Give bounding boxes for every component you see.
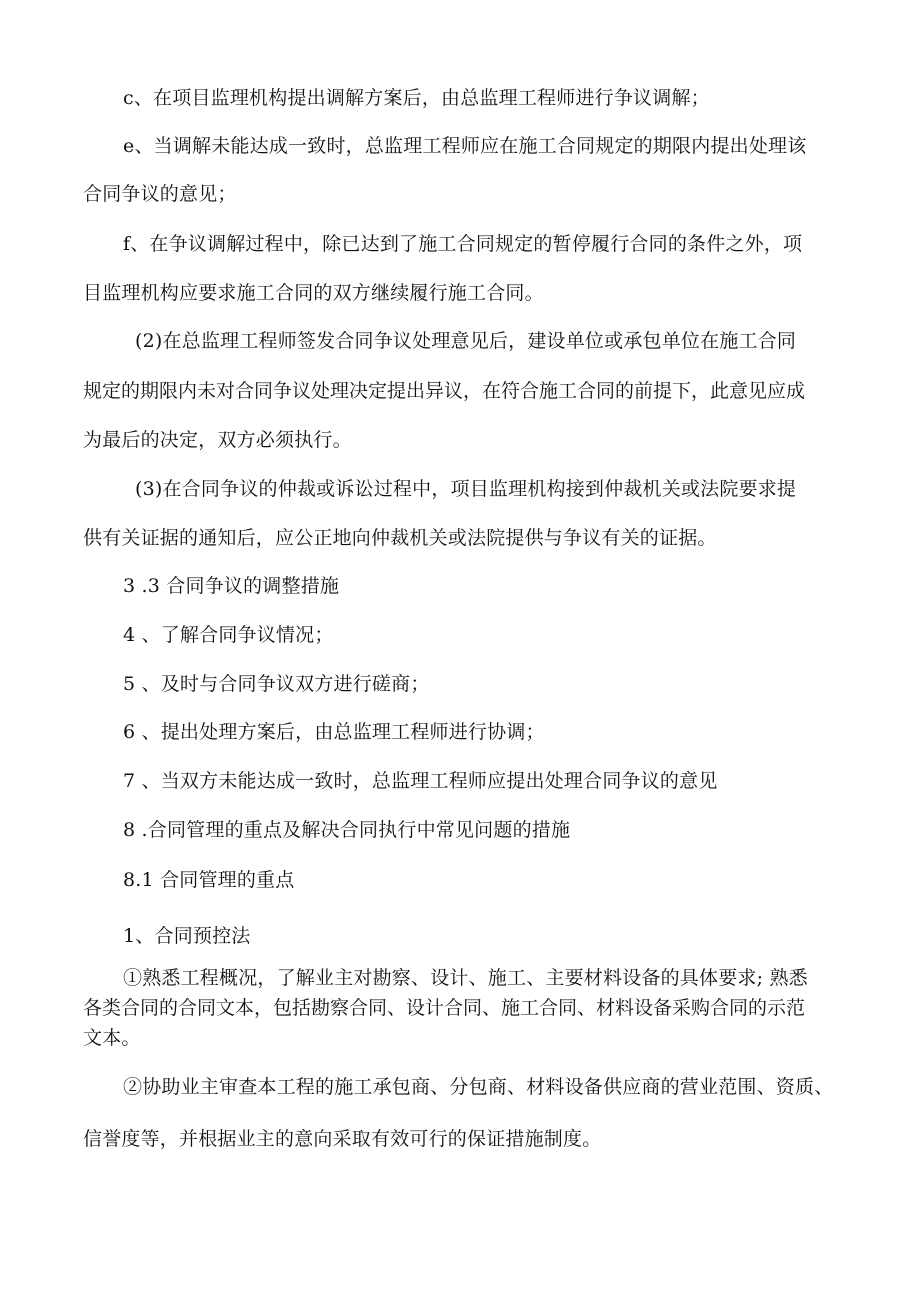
paragraph-2-line-3: 为最后的决定，双方必须执行。: [83, 429, 352, 451]
paragraph-circled-2-line-2: 信誉度等，并根据业主的意向采取有效可行的保证措施制度。: [83, 1128, 602, 1150]
list-item-5: 5 、及时与合同争议双方进行磋商；: [123, 673, 430, 695]
paragraph-c: c、在项目监理机构提出调解方案后，由总监理工程师进行争议调解；: [123, 87, 710, 109]
list-item-7: 7 、当双方未能达成一致时，总监理工程师应提出处理合同争议的意见: [123, 770, 718, 792]
section-heading-8-1: 8.1 合同管理的重点: [123, 869, 295, 891]
paragraph-2-line-2: 规定的期限内未对合同争议处理决定提出异议，在符合施工合同的前提下，此意见应成: [83, 380, 806, 402]
list-item-6: 6 、提出处理方案后，由总监理工程师进行协调；: [123, 721, 545, 743]
subheading-contract-precontrol: 1、合同预控法: [123, 925, 251, 947]
paragraph-e-line-1: e、当调解未能达成一致时，总监理工程师应在施工合同规定的期限内提出处理该: [123, 135, 807, 157]
paragraph-circled-2-line-1: ②协助业主审查本工程的施工承包商、分包商、材料设备供应商的营业范围、资质、: [123, 1076, 834, 1098]
paragraph-3-line-2: 供有关证据的通知后，应公正地向仲裁机关或法院提供与争议有关的证据。: [83, 527, 717, 549]
paragraph-circled-1-line-3: 文本。: [83, 1027, 141, 1049]
paragraph-circled-1-line-2: 各类合同的合同文本，包括勘察合同、设计合同、施工合同、材料设备采购合同的示范: [83, 997, 806, 1019]
paragraph-f-line-1: f、在争议调解过程中，除已达到了施工合同规定的暂停履行合同的条件之外，项: [123, 233, 803, 255]
paragraph-circled-1-line-1: ①熟悉工程概况，了解业主对勘察、设计、施工、主要材料设备的具体要求; 熟悉: [123, 967, 808, 989]
section-heading-8: 8 .合同管理的重点及解决合同执行中常见问题的措施: [123, 819, 571, 841]
list-item-4: 4 、了解合同争议情况；: [123, 624, 334, 646]
paragraph-e-line-2: 合同争议的意见；: [83, 183, 237, 205]
paragraph-f-line-2: 目监理机构应要求施工合同的双方继续履行施工合同。: [83, 282, 544, 304]
paragraph-3-line-1: (3)在合同争议的仲裁或诉讼过程中，项目监理机构接到仲裁机关或法院要求提: [135, 478, 797, 500]
section-heading-3-3: 3 .3 合同争议的调整措施: [123, 575, 340, 597]
paragraph-2-line-1: (2)在总监理工程师签发合同争议处理意见后，建设单位或承包单位在施工合同: [135, 330, 797, 352]
